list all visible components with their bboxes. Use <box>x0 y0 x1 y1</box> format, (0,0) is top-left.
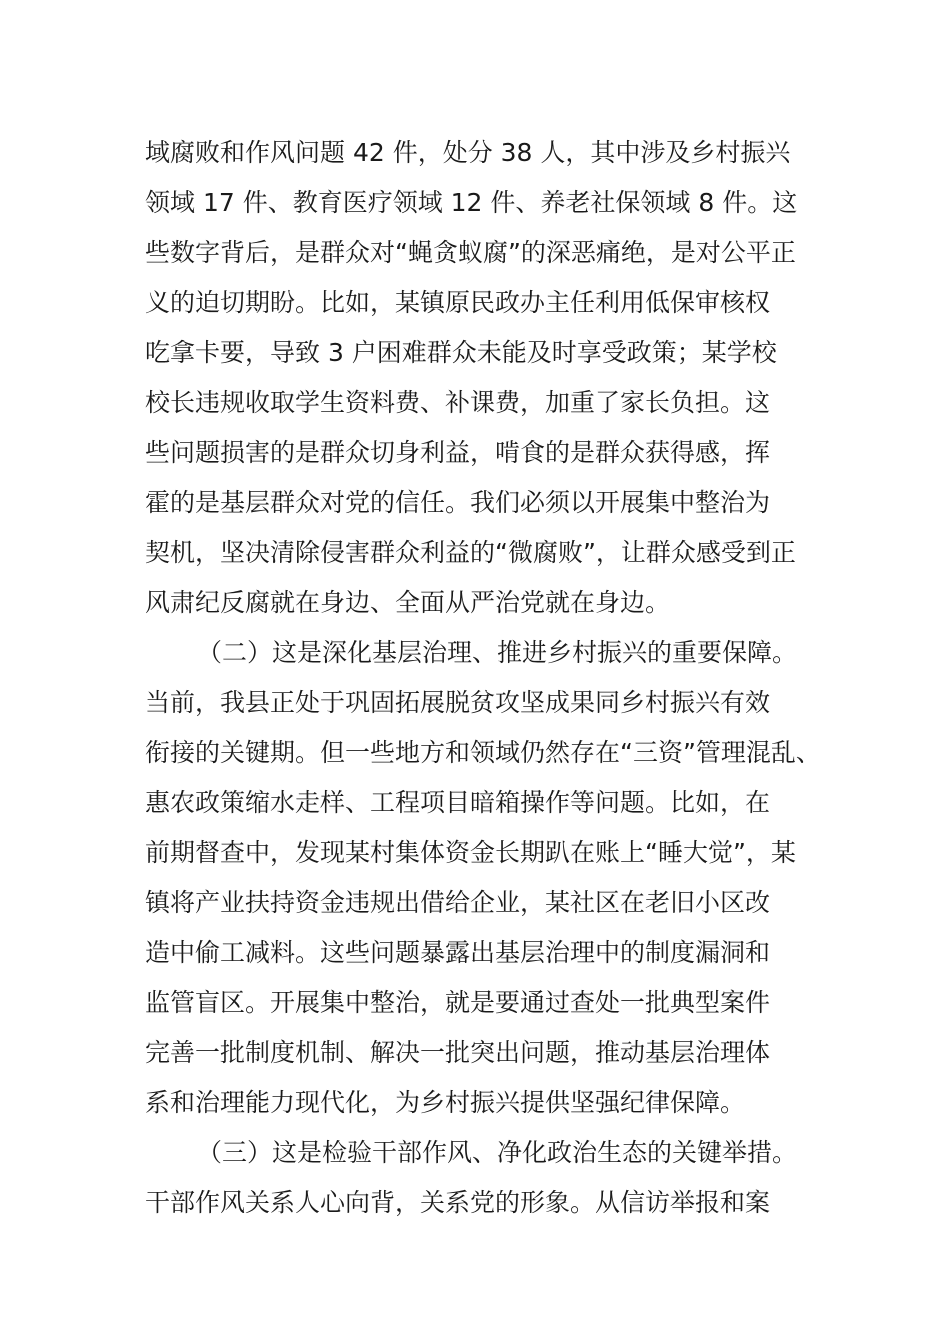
text-line: 当前，我县正处于巩固拓展脱贫攻坚成果同乡村振兴有效 <box>145 688 771 717</box>
section-heading-3: （三）这是检验干部作风、净化政治生态的关键举措。 <box>197 1138 798 1167</box>
text-line: 契机，坚决清除侵害群众利益的“微腐败”，让群众感受到正 <box>145 538 796 567</box>
text-line: 完善一批制度机制、解决一批突出问题，推动基层治理体 <box>145 1038 771 1067</box>
text-line: 衔接的关键期。但一些地方和领域仍然存在“三资”管理混乱、 <box>145 738 821 767</box>
text-line: 吃拿卡要，导致 3 户困难群众未能及时享受政策；某学校 <box>145 338 777 367</box>
document-body <box>145 128 845 1228</box>
text-line: 系和治理能力现代化，为乡村振兴提供坚强纪律保障。 <box>145 1088 746 1117</box>
text-line: 霍的是基层群众对党的信任。我们必须以开展集中整治为 <box>145 488 771 517</box>
text-line: 监管盲区。开展集中整治，就是要通过查处一批典型案件 <box>145 988 771 1017</box>
text-line: 干部作风关系人心向背，关系党的形象。从信访举报和案 <box>145 1188 771 1217</box>
text-line: 领域 17 件、教育医疗领域 12 件、养老社保领域 8 件。这 <box>145 188 798 217</box>
text-line: 风肃纪反腐就在身边、全面从严治党就在身边。 <box>145 588 671 617</box>
text-line: 义的迫切期盼。比如，某镇原民政办主任利用低保审核权 <box>145 288 771 317</box>
text-line: 镇将产业扶持资金违规出借给企业，某社区在老旧小区改 <box>145 888 771 917</box>
text-line: 些数字背后，是群众对“蝇贪蚁腐”的深恶痛绝，是对公平正 <box>145 238 796 267</box>
text-line: 校长违规收取学生资料费、补课费，加重了家长负担。这 <box>145 388 771 417</box>
text-line: 惠农政策缩水走样、工程项目暗箱操作等问题。比如，在 <box>145 788 771 817</box>
text-line: 造中偷工减料。这些问题暴露出基层治理中的制度漏洞和 <box>145 938 771 967</box>
text-line: 域腐败和作风问题 42 件，处分 38 人，其中涉及乡村振兴 <box>145 138 791 167</box>
text-line: 些问题损害的是群众切身利益，啃食的是群众获得感，挥 <box>145 438 771 467</box>
section-heading-2: （二）这是深化基层治理、推进乡村振兴的重要保障。 <box>197 638 798 667</box>
text-line: 前期督查中，发现某村集体资金长期趴在账上“睡大觉”，某 <box>145 838 796 867</box>
